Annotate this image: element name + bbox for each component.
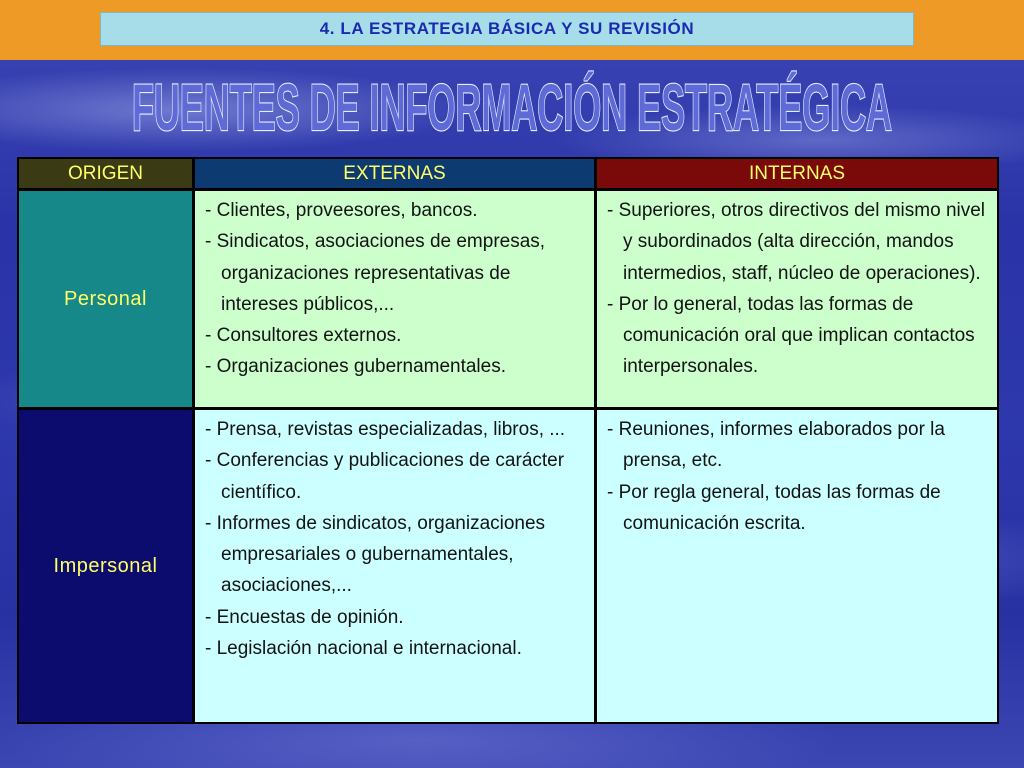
row-label-personal — [19, 191, 192, 407]
cell-impersonal-externas — [195, 410, 594, 722]
cell-personal-internas — [597, 191, 997, 407]
list-item: - Prensa, revistas especializadas, libros, ... — [205, 419, 566, 440]
list-item: - Superiores, otros directivos del mismo nivel y subordinados (alta dirección, mandos intermedios, staff, núcleo de operaciones). — [607, 200, 986, 284]
header-externas-label: EXTERNAS — [343, 163, 446, 184]
header-origen — [19, 159, 192, 188]
list-item: - Sindicatos, asociaciones de empresas, organizaciones representativas de intereses públicos,... — [205, 231, 546, 315]
header-externas — [195, 159, 594, 188]
slide-title-text: FUENTES DE INFORMACIÓN ESTRATÉGICA — [132, 70, 892, 144]
header-internas — [597, 159, 997, 188]
section-label: 4. LA ESTRATEGIA BÁSICA Y SU REVISIÓN — [319, 19, 695, 38]
list-item: - Legislación nacional e internacional. — [205, 638, 522, 660]
list-item: - Informes de sindicatos, organizaciones empresariales o gubernamentales, asociaciones,... — [205, 512, 546, 597]
list-item: - Consultores externos. — [205, 325, 402, 347]
header-internas-label: INTERNAS — [748, 163, 846, 184]
row-label-impersonal-text: Impersonal — [53, 554, 158, 577]
list-item: - Encuestas de opinión. — [205, 606, 404, 628]
list-item: - Por regla general, todas las formas de comunicación escrita. — [607, 481, 941, 534]
row-label-impersonal — [19, 410, 192, 722]
list-item: - Reuniones, informes elaborados por la prensa, etc. — [607, 419, 945, 472]
header-origen-label: ORIGEN — [68, 163, 143, 184]
list-item: - Clientes, proveesores, bancos. — [205, 200, 478, 221]
section-header — [100, 12, 914, 46]
cell-personal-externas — [195, 191, 594, 407]
cell-impersonal-internas — [597, 410, 997, 722]
list-item: - Conferencias y publicaciones de carácter científico. — [205, 450, 565, 503]
row-label-personal-text: Personal — [64, 287, 147, 310]
list-item: - Por lo general, todas las formas de comunicación oral que implican contactos interpersonales. — [607, 293, 975, 378]
slide-title — [0, 64, 1024, 144]
list-item: - Organizaciones gubernamentales. — [205, 356, 507, 378]
sources-table — [17, 157, 999, 724]
